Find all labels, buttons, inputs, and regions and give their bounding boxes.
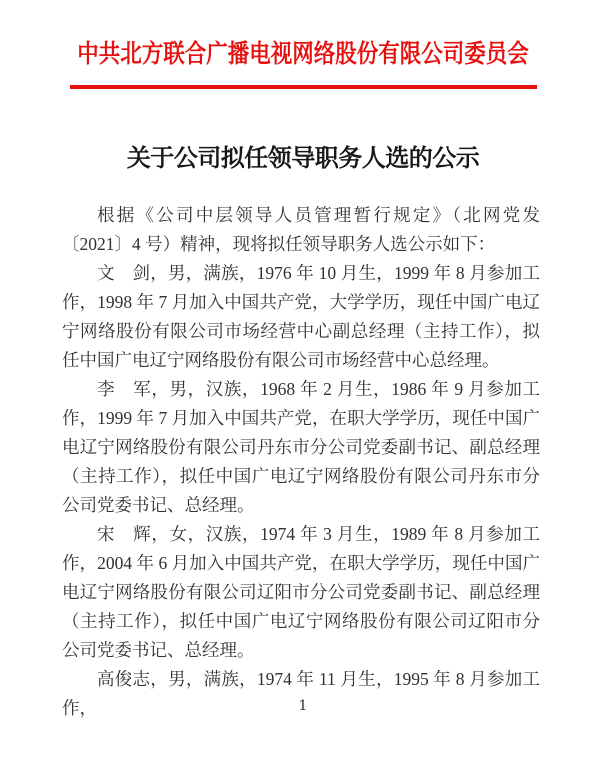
paragraph-candidate-gao-junzhi: 高俊志，男，满族，1974 年 11 月生，1995 年 8 月参加工作， (62, 669, 540, 718)
paragraph-candidate-wen-jian: 文 剑，男，满族，1976 年 10 月生，1999 年 8 月参加工作，1998 年 7 月加入中国共产党，大学学历，现任中国广电辽宁网络股份有限公司市场经营中心副总经理（主持工作），拟任中国广电辽宁网络股份有限公司市场经营中心总经理。 (62, 263, 540, 370)
org-letterhead-title: 中共北方联合广播电视网络股份有限公司委员会 (77, 40, 529, 68)
paragraph-candidate-song-hui: 宋 辉，女，汉族，1974 年 3 月生，1989 年 8 月参加工作，2004 年 6 月加入中国共产党，在职大学学历，现任中国广电辽宁网络股份有限公司辽阳市分公司党委副书记、副总经理（主持工作），拟任中国广电辽宁网络股份有限公司辽阳市分公司党委书记、总经理。 (62, 524, 540, 660)
page-number: 1 (298, 698, 308, 714)
letterhead-divider-rule (70, 85, 537, 89)
document-body (62, 201, 540, 723)
paragraph-candidate-li-jun: 李 军，男，汉族，1968 年 2 月生，1986 年 9 月参加工作，1999 年 7 月加入中国共产党，在职大学学历，现任中国广电辽宁网络股份有限公司丹东市分公司党委副书记、副总经理（主持工作），拟任中国广电辽宁网络股份有限公司丹东市分公司党委书记、总经理。 (62, 379, 540, 515)
paragraph-intro: 根据《公司中层领导人员管理暂行规定》（北网党发〔2021〕4 号）精神，现将拟任领导职务人选公示如下： (62, 205, 540, 254)
document-title: 关于公司拟任领导职务人选的公示 (126, 146, 480, 172)
